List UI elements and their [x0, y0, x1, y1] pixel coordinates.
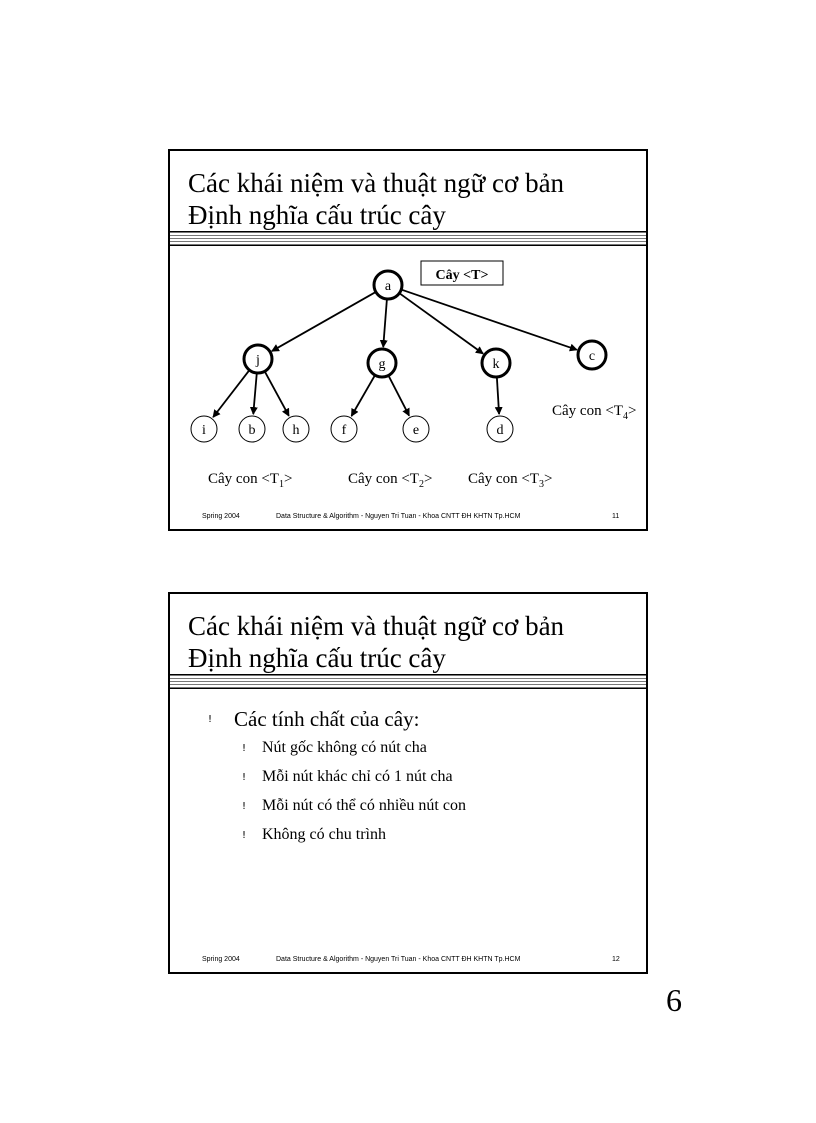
tree-node-label-c: c	[588, 349, 596, 364]
bullet-heading	[208, 707, 628, 737]
subtree-label-2: Cây con $<T_2>$	[348, 471, 433, 490]
tree-edge-a-c	[401, 290, 577, 350]
tree-edge-a-k	[399, 293, 483, 353]
bullet-item-text: Không có chu trình	[262, 826, 386, 843]
tree-node-label-g: g	[378, 357, 386, 372]
slide-footer	[170, 513, 646, 525]
footer-date: Spring 2004	[202, 513, 240, 520]
tree-edge-g-f	[351, 375, 375, 416]
tree-edge-g-e	[388, 375, 409, 415]
bullet-mark: !	[242, 801, 247, 812]
bullet-item-text: Mỗi nút khác chỉ có 1 nút cha	[262, 768, 453, 785]
bullet-item	[208, 739, 628, 766]
tree-node-label-h: h	[292, 423, 300, 438]
bullet-mark: !	[242, 830, 247, 841]
tree-node-label-b: b	[248, 423, 256, 438]
tree-node-label-j: j	[256, 353, 260, 368]
tree-diagram	[170, 151, 650, 533]
tree-edge-j-h	[265, 371, 289, 416]
footer-slide-number: 12	[612, 956, 620, 963]
slide-title-line-2: Định nghĩa cấu trúc cây	[188, 200, 446, 230]
bullet-item	[208, 797, 628, 824]
footer-course: Data Structure & Algorithm - Nguyen Tri Tuan - Khoa CNTT ĐH KHTN Tp.HCM	[276, 956, 521, 963]
bullet-mark: !	[208, 714, 213, 725]
tree-node-label-k: k	[492, 357, 500, 372]
subtree-label-1: Cây con $<T_1>$	[208, 471, 293, 490]
tree-edge-k-d	[497, 377, 499, 414]
tree-edge-a-j	[272, 292, 376, 351]
tree-label: Cây <T>	[435, 268, 489, 283]
bullet-heading-text: Các tính chất của cây:	[234, 707, 420, 731]
bullet-item-text: Mỗi nút có thể có nhiều nút con	[262, 797, 466, 814]
tree-edge-a-g	[383, 299, 387, 347]
subtree-label-4: Cây con $<T_4>$	[552, 403, 637, 422]
slide-12	[168, 592, 648, 974]
slide-title-line-1: Các khái niệm và thuật ngữ cơ bản	[188, 168, 565, 198]
footer-course: Data Structure & Algorithm - Nguyen Tri Tuan - Khoa CNTT ĐH KHTN Tp.HCM	[276, 513, 521, 520]
slide-footer	[170, 956, 646, 968]
tree-edge-j-i	[213, 370, 249, 417]
tree-node-label-i: i	[202, 423, 206, 438]
bullet-item	[208, 826, 628, 853]
slide-title-line-2: Định nghĩa cấu trúc cây	[188, 643, 446, 673]
subtree-label-3: Cây con $<T_3>$	[468, 471, 553, 490]
bullet-item	[208, 768, 628, 795]
title-rule	[170, 674, 646, 689]
bullet-list	[208, 707, 628, 853]
tree-edge-j-b	[253, 373, 257, 414]
slide-title-line-1: Các khái niệm và thuật ngữ cơ bản	[188, 611, 565, 641]
bullet-item-text: Nút gốc không có nút cha	[262, 739, 427, 756]
page-number: 6	[666, 982, 682, 1018]
tree-node-label-d: d	[496, 423, 504, 438]
bullet-mark: !	[242, 772, 247, 783]
tree-node-label-f: f	[341, 423, 347, 438]
footer-slide-number: 11	[612, 513, 620, 520]
slide-title	[188, 610, 628, 674]
bullet-mark: !	[242, 743, 247, 754]
tree-node-label-e: e	[412, 423, 420, 438]
tree-node-label-a: a	[384, 279, 392, 294]
slide-11	[168, 149, 648, 531]
footer-date: Spring 2004	[202, 956, 240, 963]
